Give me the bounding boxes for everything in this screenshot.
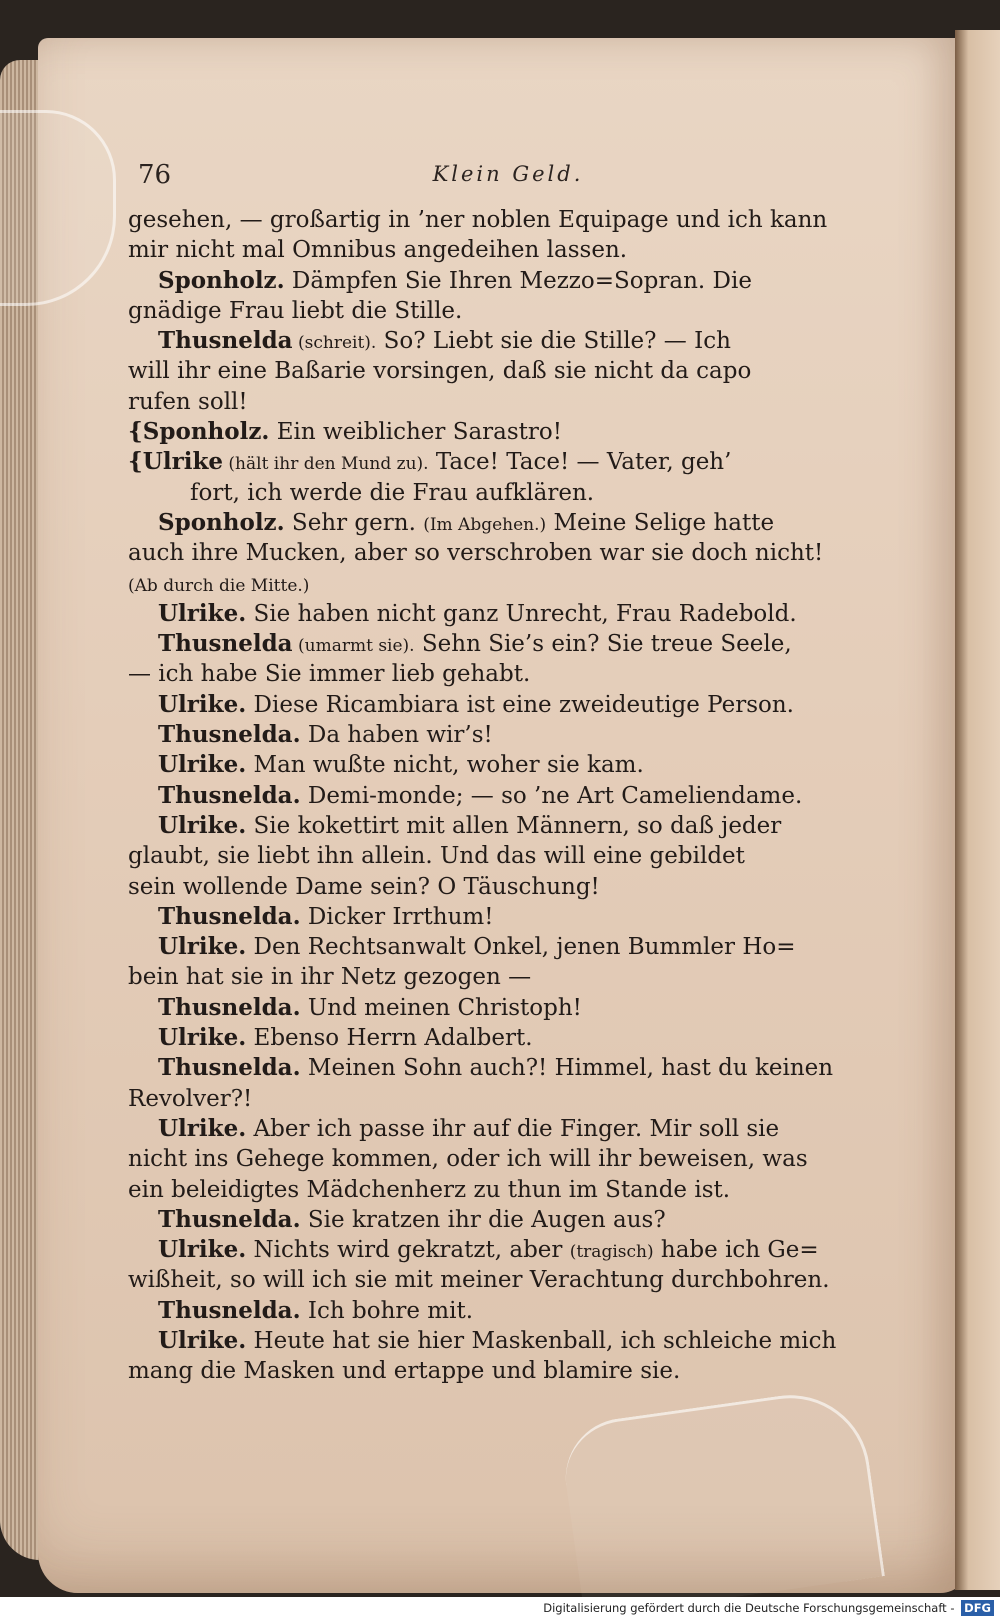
- text-line: [128, 1053, 880, 1083]
- line-text: sein wollende Dame sein? O Täuschung!: [128, 873, 600, 900]
- text-line: [128, 296, 880, 326]
- line-text: So? Liebt sie die Stille? — Ich: [376, 328, 731, 355]
- stage-direction: (tragisch): [569, 1242, 654, 1263]
- line-text: rufen soll!: [128, 388, 248, 415]
- text-line: [128, 599, 880, 629]
- speaker-name: Ulrike.: [158, 933, 247, 961]
- text-line: [128, 629, 880, 659]
- line-text: Ebenso Herrn Adalbert.: [246, 1025, 533, 1052]
- text-line: [128, 205, 880, 235]
- line-text: Den Rechtsanwalt Onkel, jenen Bummler Ho=: [246, 934, 796, 961]
- line-text: Dämpfen Sie Ihren Mezzo=Sopran. Die: [284, 267, 752, 294]
- text-line: [128, 1265, 880, 1295]
- speaker-name: Thusnelda.: [158, 993, 301, 1021]
- text-line: [128, 1235, 880, 1265]
- line-text: mang die Masken und ertappe und blamire sie.: [128, 1358, 681, 1385]
- line-text: Nichts wird gekratzt, aber: [246, 1237, 570, 1264]
- text-line: [128, 1144, 880, 1174]
- line-text: glaubt, sie liebt ihn allein. Und das will eine gebildet: [128, 843, 745, 870]
- text-line: [128, 1023, 880, 1053]
- speaker-name: Ulrike.: [158, 690, 247, 718]
- speaker-name: Ulrike.: [158, 1024, 247, 1052]
- text-line: [128, 1205, 880, 1235]
- stage-direction: (Im Abgehen.): [423, 514, 547, 535]
- line-text: gnädige Frau liebt die Stille.: [128, 297, 463, 324]
- text-line: [128, 569, 880, 599]
- speaker-name: {Ulrike: [128, 448, 224, 476]
- stage-direction: (schreit).: [292, 333, 377, 354]
- text-line: [128, 326, 880, 356]
- line-text: Sie kratzen ihr die Augen aus?: [300, 1206, 666, 1233]
- line-text: Dicker Irrthum!: [300, 903, 494, 930]
- text-line: [128, 1084, 880, 1114]
- text-line: [128, 387, 880, 417]
- page-text: [128, 205, 880, 1387]
- page-header: [138, 160, 878, 200]
- digitization-footer: [0, 1597, 1000, 1620]
- facing-page-edge: [955, 30, 1000, 1590]
- text-line: [128, 447, 880, 477]
- speaker-name: Thusnelda.: [158, 1054, 301, 1082]
- text-line: [128, 993, 880, 1023]
- speaker-name: Thusnelda: [158, 630, 293, 658]
- stage-direction: (hält ihr den Mund zu).: [223, 454, 429, 475]
- line-text: Revolver?!: [128, 1085, 253, 1112]
- speaker-name: Thusnelda.: [158, 781, 301, 809]
- line-text: wißheit, so will ich sie mit meiner Verachtung durchbohren.: [128, 1267, 830, 1294]
- speaker-name: Ulrike.: [158, 751, 247, 779]
- footer-text: Digitalisierung gefördert durch die Deutsche Forschungsgemeinschaft -: [543, 1601, 955, 1615]
- speaker-name: Ulrike.: [158, 811, 247, 839]
- running-title: Klein Geld.: [432, 162, 584, 186]
- text-line: [128, 872, 880, 902]
- line-text: Meine Selige hatte: [546, 509, 775, 536]
- text-line: [128, 1175, 880, 1205]
- line-text: auch ihre Mucken, aber so verschroben war sie doch nicht!: [128, 540, 824, 567]
- line-text: Man wußte nicht, woher sie kam.: [246, 752, 644, 779]
- text-line: [128, 690, 880, 720]
- page-number: 76: [138, 160, 172, 190]
- text-line: [128, 811, 880, 841]
- line-text: Sie haben nicht ganz Unrecht, Frau Radebold.: [246, 600, 797, 627]
- dfg-logo: DFG: [961, 1600, 994, 1616]
- text-line: [128, 750, 880, 780]
- text-line: [128, 1326, 880, 1356]
- line-text: mir nicht mal Omnibus angedeihen lassen.: [128, 237, 628, 264]
- line-text: Aber ich passe ihr auf die Finger. Mir soll sie: [246, 1115, 780, 1142]
- speaker-name: Thusnelda.: [158, 721, 301, 749]
- text-line: [128, 659, 880, 689]
- line-text: Sie kokettirt mit allen Männern, so daß jeder: [246, 812, 782, 839]
- line-text: gesehen, — großartig in ’ner noblen Equipage und ich kann: [128, 207, 828, 233]
- speaker-name: {Sponholz.: [128, 418, 270, 446]
- line-text: bein hat sie in ihr Netz gezogen —: [128, 964, 532, 991]
- line-text: Demi-monde; — so ’ne Art Cameliendame.: [300, 782, 803, 809]
- text-line: [128, 538, 880, 568]
- speaker-name: Ulrike.: [158, 1236, 247, 1264]
- text-line: [128, 417, 880, 447]
- text-line: [128, 266, 880, 296]
- text-line: [128, 478, 880, 508]
- line-text: will ihr eine Baßarie vorsingen, daß sie nicht da capo: [128, 358, 752, 385]
- speaker-name: Thusnelda.: [158, 1205, 301, 1233]
- line-text: Und meinen Christoph!: [300, 994, 582, 1021]
- speaker-name: Sponholz.: [158, 508, 285, 536]
- line-text: Da haben wir’s!: [300, 722, 493, 749]
- text-line: [128, 932, 880, 962]
- line-text: — ich habe Sie immer lieb gehabt.: [128, 661, 531, 688]
- stage-direction: (Ab durch die Mitte.): [128, 575, 310, 596]
- text-line: [128, 720, 880, 750]
- text-line: [128, 356, 880, 386]
- text-line: [128, 902, 880, 932]
- text-line: [128, 508, 880, 538]
- line-text: Heute hat sie hier Maskenball, ich schleiche mich: [246, 1327, 837, 1354]
- text-line: [128, 781, 880, 811]
- line-text: Ich bohre mit.: [300, 1297, 474, 1324]
- speaker-name: Ulrike.: [158, 1326, 247, 1354]
- line-text: Tace! Tace! — Vater, geh’: [428, 449, 732, 476]
- speaker-name: Ulrike.: [158, 1114, 247, 1142]
- text-line: [128, 1114, 880, 1144]
- line-text: Diese Ricambiara ist eine zweideutige Person.: [246, 691, 794, 718]
- speaker-name: Thusnelda.: [158, 1296, 301, 1324]
- line-text: ein beleidigtes Mädchenherz zu thun im Stande ist.: [128, 1176, 731, 1203]
- line-text: Sehn Sie’s ein? Sie treue Seele,: [414, 631, 792, 658]
- speaker-name: Ulrike.: [158, 599, 247, 627]
- line-text: nicht ins Gehege kommen, oder ich will ihr beweisen, was: [128, 1146, 808, 1173]
- speaker-name: Thusnelda: [158, 327, 293, 355]
- text-line: [128, 1296, 880, 1326]
- line-text: Sehr gern.: [284, 509, 424, 536]
- line-text: Ein weiblicher Sarastro!: [269, 419, 563, 446]
- stage-direction: (umarmt sie).: [292, 636, 415, 657]
- speaker-name: Sponholz.: [158, 266, 285, 294]
- line-text: habe ich Ge=: [653, 1237, 819, 1264]
- text-line: [128, 1356, 880, 1386]
- text-line: [128, 235, 880, 265]
- line-text: Meinen Sohn auch?! Himmel, hast du keinen: [300, 1055, 834, 1082]
- text-line: [128, 962, 880, 992]
- speaker-name: Thusnelda.: [158, 902, 301, 930]
- line-text: fort, ich werde die Frau aufklären.: [190, 479, 595, 506]
- text-line: [128, 841, 880, 871]
